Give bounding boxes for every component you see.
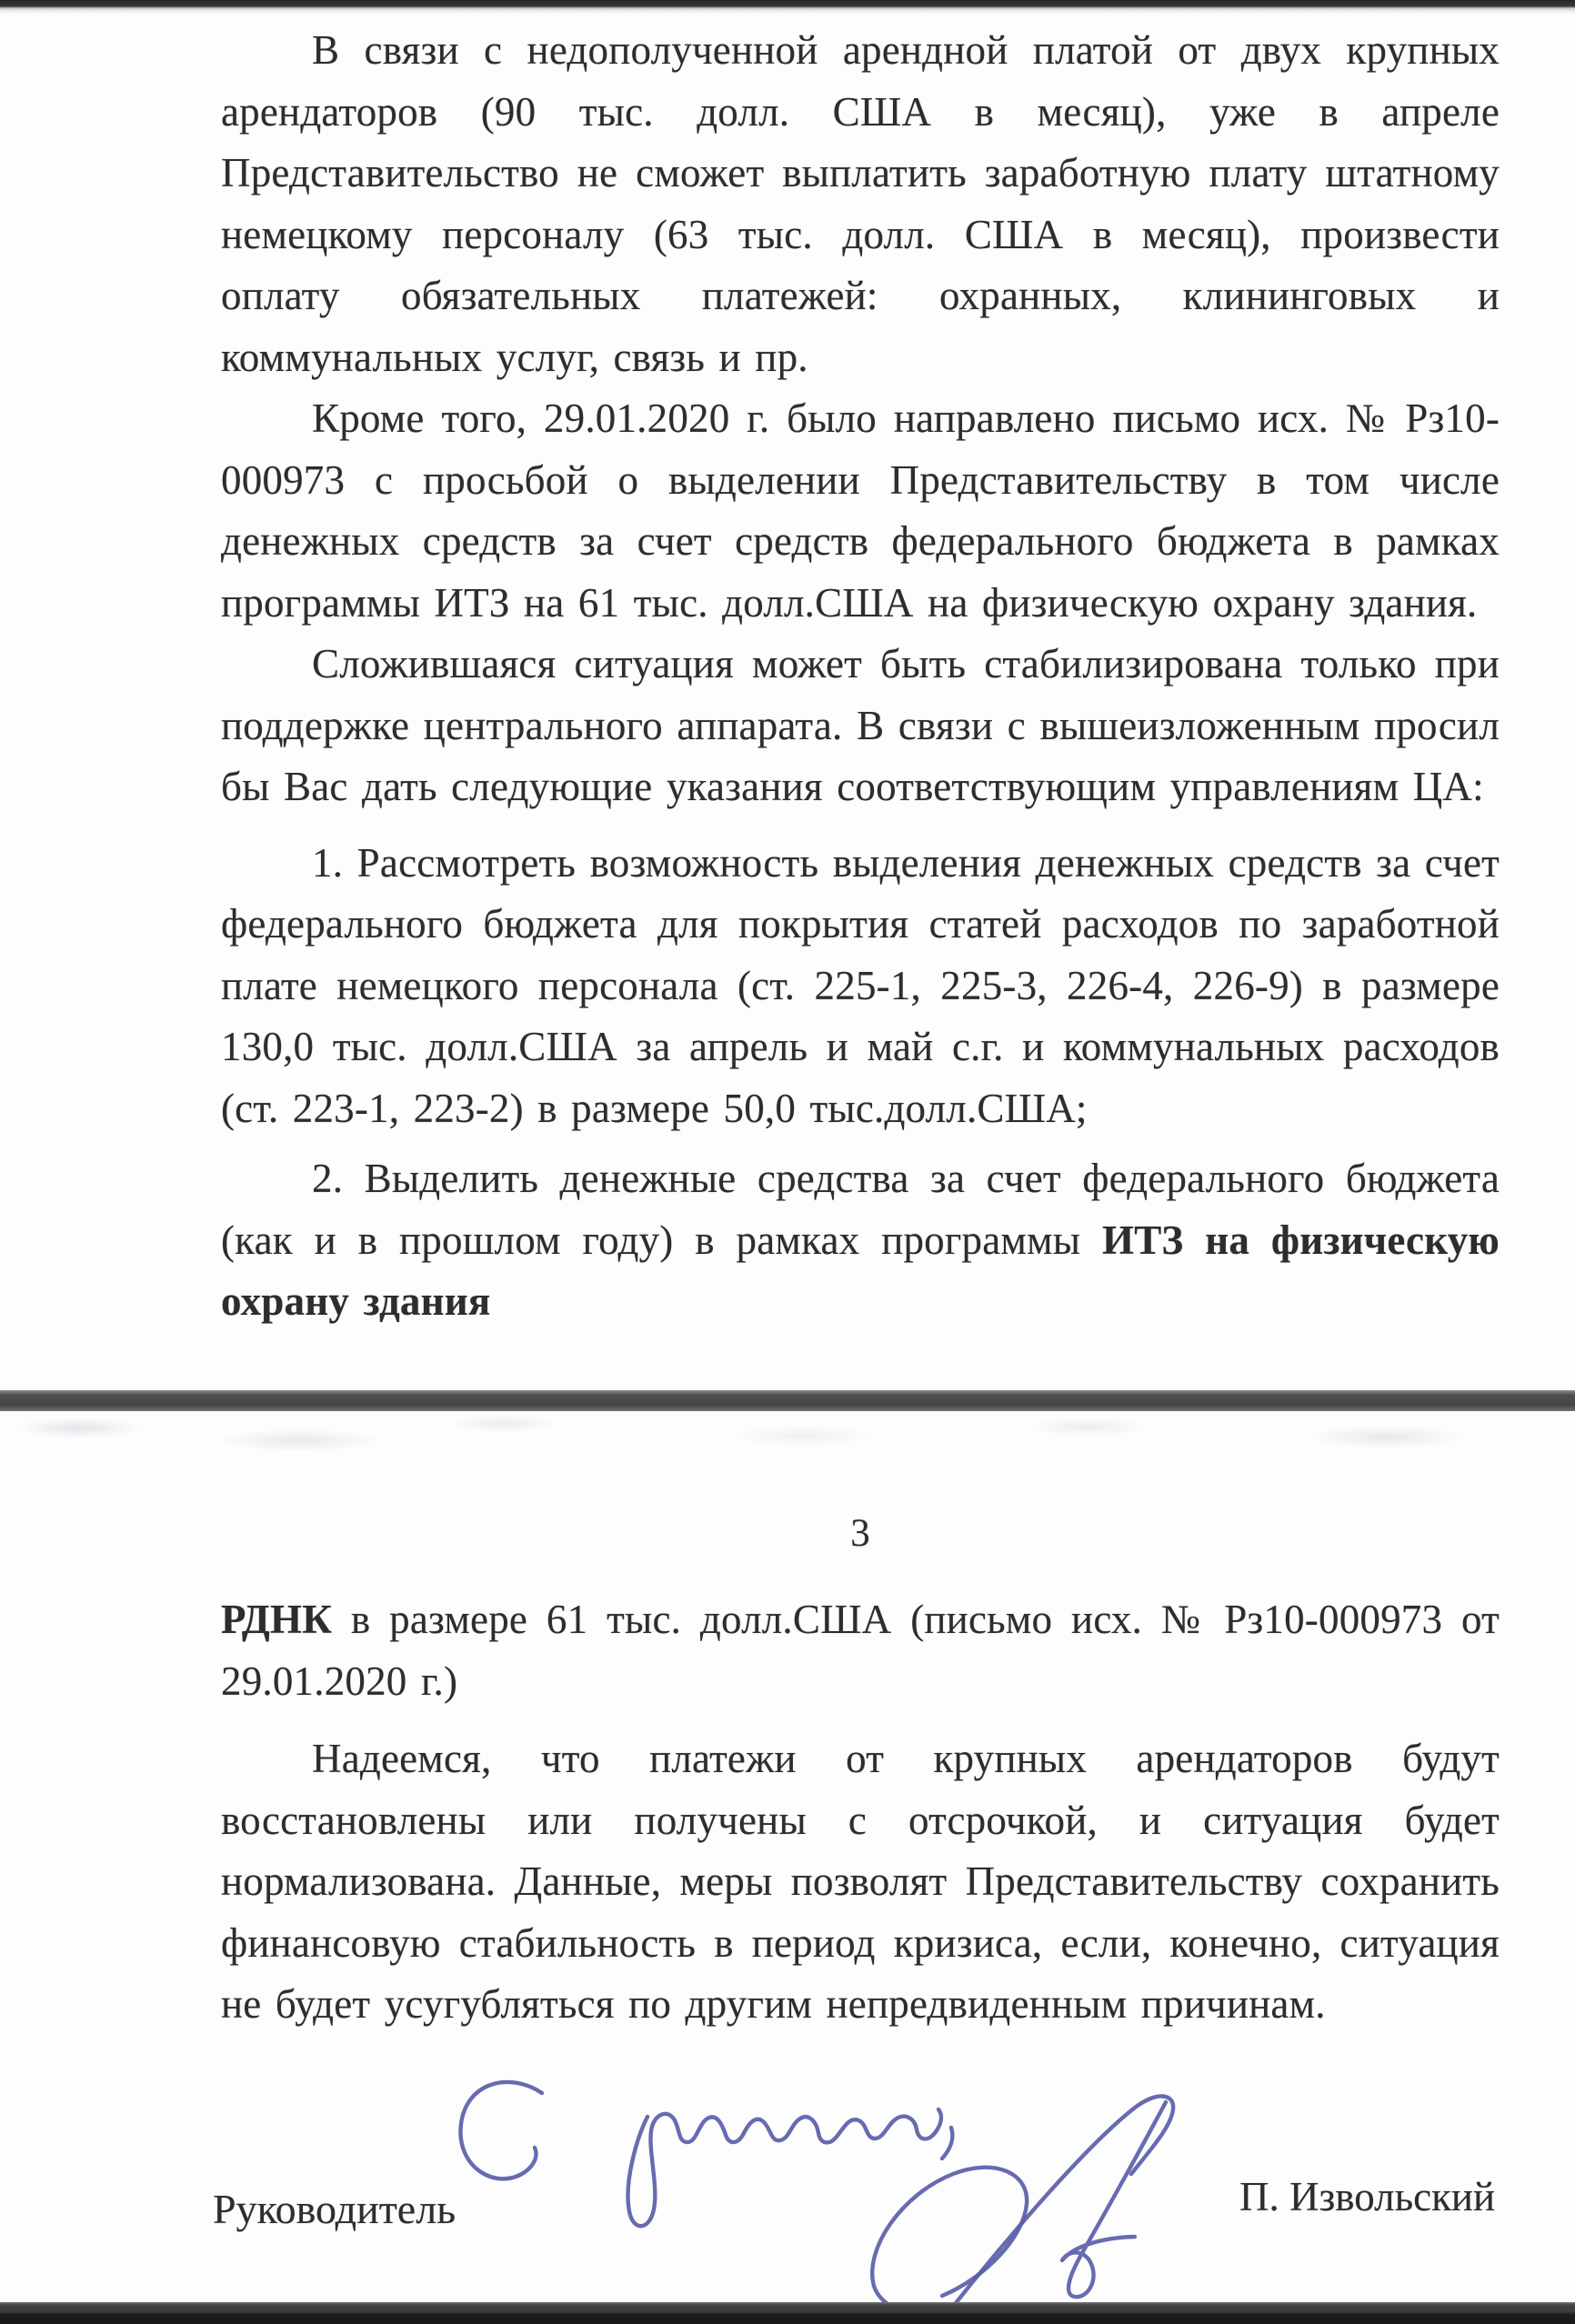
bottom-scan-edge [0, 2302, 1575, 2324]
signer-name: П. Извольский [1239, 2174, 1496, 2219]
handwritten-comma [942, 2128, 952, 2159]
numbered-item-text: 2. Выделить денежные средства за счет федерального бюджета (как и в прошлом году) в рамках программы [221, 1156, 1500, 1263]
page-number: 3 [850, 1512, 870, 1555]
signature-flourish [1062, 2102, 1166, 2297]
paragraph: Надеемся, что платежи от крупных арендаторов будут восстановлены или получены с отсрочкой, и ситуация будет нормализована. Данные, меры позволят Представительству сохранить финансовую стабильность в период кризиса, если, конечно, ситуация не будет усугубляться по другим непредвиденным причинам. [221, 1736, 1500, 2027]
handwritten-closing [460, 2082, 542, 2179]
document-page-bottom [221, 1589, 1500, 2036]
numbered-item [221, 1148, 1500, 1333]
lead-rest-text: в размере 61 тыс. долл.США (письмо исх. № Рз10-000973 от 29.01.2020 г.) [221, 1597, 1500, 1704]
paragraph: Сложившаяся ситуация может быть стабилизирована только при поддержке центрального аппарата. В связи с вышеизложенным просил бы Вас дать следующие указания соответствующим управлениям ЦА: [221, 641, 1500, 809]
paragraph: Кроме того, 29.01.2020 г. было направлено письмо исх. № Рз10-000973 с просьбой о выделении Представительству в том числе денежных средств за счет средств федерального бюджета в рамках программы ИТЗ на 61 тыс. долл.США на физическую охрану здания. [221, 396, 1500, 626]
lead-bold-text: РДНК [221, 1597, 333, 1642]
signature-flourish [942, 2096, 1173, 2320]
signature-flourish [872, 2168, 1027, 2321]
signer-title: Руководитель [213, 2186, 456, 2232]
numbered-item-text: 1. Рассмотреть возможность выделения денежных средств за счет федерального бюджета для покрытия статей расходов по заработной плате немецкого персонала (ст. 225-1, 225-3, 226-4, 226-9) в размере 130,0 тыс. долл.США за апрель и май с.г. и коммунальных расходов (ст. 223-1, 223-2) в размере 50,0 тыс.долл.США; [221, 839, 1500, 1131]
bottom-page-scan-edge [0, 1411, 1575, 1453]
top-scan-edge [0, 0, 1575, 15]
paragraph [221, 1589, 1500, 1712]
paragraph: В связи с недополученной арендной платой от двух крупных арендаторов (90 тыс. долл. США в месяц), уже в апреле Представительство не сможет выплатить заработную плату штатному немецкому персоналу (63 тыс. долл. США в месяц), произвести оплату обязательных платежей: охранных, клининговых и коммунальных услуг, связь и пр. [221, 27, 1500, 380]
numbered-item-bold-text: ИТЗ на физическую охрану здания [221, 1217, 1500, 1324]
handwritten-closing [628, 2109, 941, 2226]
numbered-item [221, 833, 1500, 1140]
document-page-top [221, 20, 1500, 1333]
page-break-band [0, 1390, 1575, 1411]
